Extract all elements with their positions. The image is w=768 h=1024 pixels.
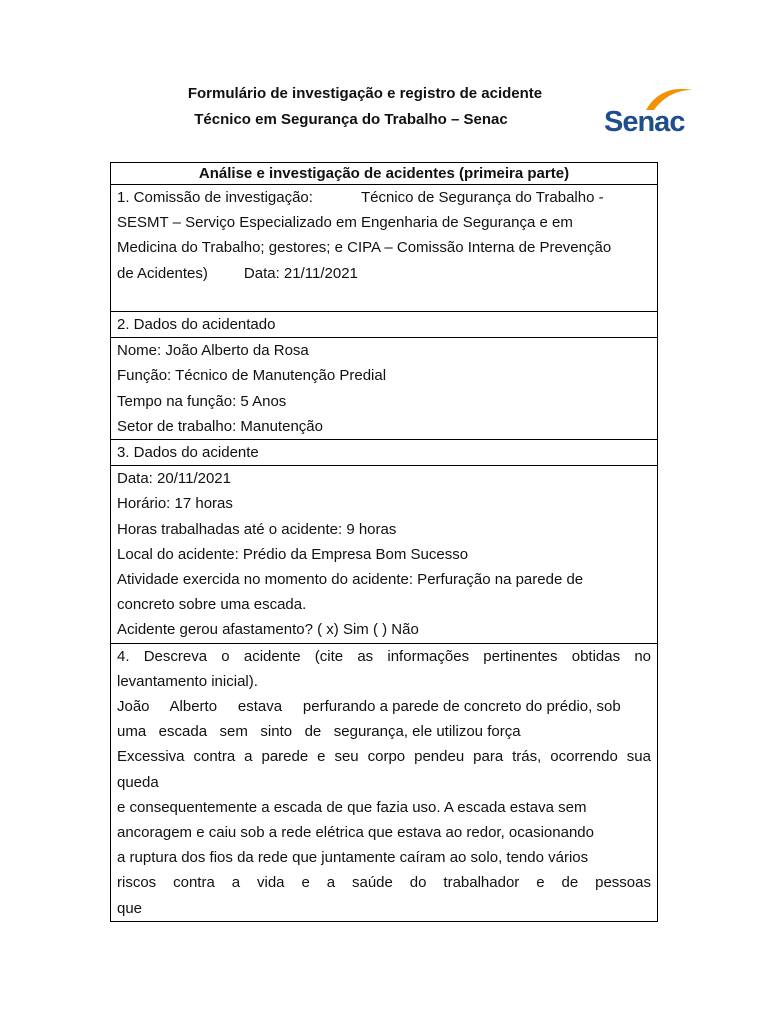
accident-hours-worked: Horas trabalhadas até o acidente: 9 horas xyxy=(117,520,397,538)
description-heading-1: 4. Descreva o acidente (cite as informações pertinentes obtidas no xyxy=(117,647,651,665)
commission-cell xyxy=(111,185,658,312)
description-line-4: queda xyxy=(117,773,159,791)
accident-leave: Acidente gerou afastamento? ( x) Sim ( ) Não xyxy=(117,621,419,639)
description-line-9: que xyxy=(117,899,143,917)
accident-cell xyxy=(111,466,658,643)
document-subtitle: Técnico em Segurança do Trabalho – Senac xyxy=(194,111,508,128)
commission-line-3: Medicina do Trabalho; gestores; e CIPA – Comissão Interna de Prevenção xyxy=(117,239,612,257)
description-line-6: ancoragem e caiu sob a rede elétrica que estava ao redor, ocasionando xyxy=(117,824,594,842)
document-title: Formulário de investigação e registro de acidente xyxy=(187,85,543,102)
section-title: Análise e investigação de acidentes (primeira parte) xyxy=(111,163,658,185)
description-heading-2: levantamento inicial). xyxy=(117,672,258,690)
victim-name: Nome: João Alberto da Rosa xyxy=(117,342,309,360)
senac-logo xyxy=(604,84,702,140)
description-line-8: riscos contra a vida e a saúde do trabalhador e de pessoas xyxy=(117,874,651,892)
accident-time: Horário: 17 horas xyxy=(117,495,233,513)
commission-line-4: de Acidentes) xyxy=(117,264,208,282)
commission-value: Técnico de Segurança do Trabalho - xyxy=(360,189,604,206)
accident-heading: 3. Dados do acidente xyxy=(111,440,658,466)
commission-line-2: SESMT – Serviço Especializado em Engenharia de Segurança e em xyxy=(117,214,573,232)
accident-activity-2: concreto sobre uma escada. xyxy=(117,596,307,614)
victim-sector: Setor de trabalho: Manutenção xyxy=(117,417,323,435)
description-line-7: a ruptura dos fios da rede que juntamente caíram ao solo, tendo vários xyxy=(117,849,589,867)
victim-role: Função: Técnico de Manutenção Predial xyxy=(117,367,387,385)
senac-logo-text: Senac xyxy=(604,106,685,138)
commission-label: 1. Comissão de investigação: xyxy=(117,189,313,206)
description-line-3: Excessiva contra a parede e seu corpo pendeu para trás, ocorrendo sua xyxy=(117,748,651,766)
accident-location: Local do acidente: Prédio da Empresa Bom Sucesso xyxy=(117,545,469,563)
description-line-5: e consequentemente a escada de que fazia uso. A escada estava sem xyxy=(117,798,587,816)
description-line-1: João Alberto estava perfurando a parede de concreto do prédio, sob xyxy=(117,698,621,716)
accident-date: Data: 20/11/2021 xyxy=(117,470,231,488)
victim-tenure: Tempo na função: 5 Anos xyxy=(117,392,287,410)
description-cell xyxy=(111,643,658,921)
investigation-form xyxy=(110,162,658,922)
accident-activity-1: Atividade exercida no momento do acidente: Perfuração na parede de xyxy=(117,571,584,589)
victim-heading: 2. Dados do acidentado xyxy=(111,312,658,338)
victim-cell xyxy=(111,338,658,440)
description-line-2: uma escada sem sinto de segurança, ele utilizou força xyxy=(117,723,521,741)
commission-date: Data: 21/11/2021 xyxy=(243,264,358,282)
